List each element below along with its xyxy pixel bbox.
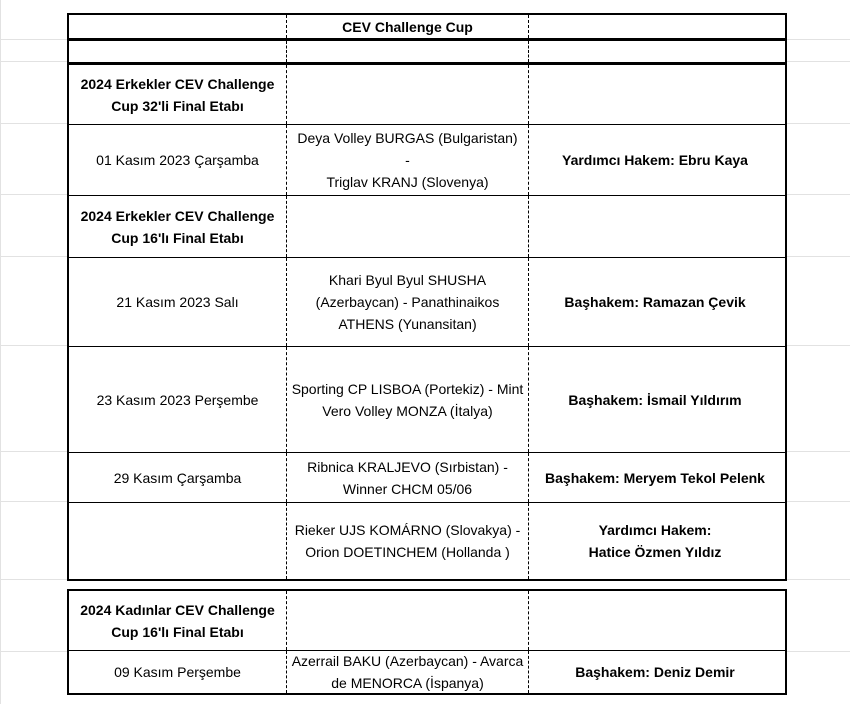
match-row[interactable] (69, 347, 785, 453)
section-row[interactable] (69, 63, 785, 125)
section-title[interactable]: 2024 Erkekler CEV Challenge Cup 32'li Final Etabı (69, 65, 287, 124)
match-date[interactable]: 23 Kasım 2023 Perşembe (69, 347, 287, 452)
match-date[interactable]: 01 Kasım 2023 Çarşamba (69, 125, 287, 195)
section-title[interactable]: 2024 Kadınlar CEV Challenge Cup 16'lı Final Etabı (69, 591, 287, 650)
match-teams[interactable]: Khari Byul Byul SHUSHA (Azerbaycan) - Panathinaikos ATHENS (Yunansitan) (287, 258, 529, 346)
table-title[interactable]: CEV Challenge Cup (287, 15, 529, 38)
spacer-cell[interactable] (529, 41, 781, 62)
match-teams[interactable]: Azerrail BAKU (Azerbaycan) - Avarca de MENORCA (İspanya) (287, 651, 529, 693)
section-cell-empty[interactable] (287, 65, 529, 124)
section-row[interactable] (69, 196, 785, 258)
referee-assignment-table (67, 13, 787, 695)
match-teams[interactable]: Sporting CP LISBOA (Portekiz) - Mint Vero Volley MONZA (İtalya) (287, 347, 529, 452)
match-date[interactable]: 09 Kasım Perşembe (69, 651, 287, 693)
match-row[interactable] (69, 125, 785, 196)
section-title[interactable]: 2024 Erkekler CEV Challenge Cup 16'lı Final Etabı (69, 196, 287, 257)
section-cell-empty[interactable] (529, 591, 781, 650)
section-cell-empty[interactable] (529, 65, 781, 124)
match-teams[interactable]: Deya Volley BURGAS (Bulgaristan) - Triglav KRANJ (Slovenya) (287, 125, 529, 195)
referee-assignment[interactable]: Başhakem: Meryem Tekol Pelenk (545, 469, 765, 486)
table-gap (67, 581, 787, 589)
spacer-cell[interactable] (69, 41, 287, 62)
spacer-cell[interactable] (287, 41, 529, 62)
match-teams[interactable]: Rieker UJS KOMÁRNO (Slovakya) - Orion DOETINCHEM (Hollanda ) (287, 503, 529, 579)
section-cell-empty[interactable] (287, 196, 529, 257)
match-row[interactable] (69, 503, 785, 581)
section-row[interactable] (69, 589, 785, 651)
referee-assignment[interactable]: Başhakem: Ramazan Çevik (564, 294, 746, 310)
match-date[interactable] (69, 503, 287, 579)
match-teams[interactable]: Ribnica KRALJEVO (Sırbistan) - Winner CHCM 05/06 (287, 453, 529, 502)
referee-assignment[interactable]: Başhakem: Deniz Demir (575, 664, 735, 680)
match-row[interactable] (69, 258, 785, 347)
spacer-row[interactable] (69, 39, 785, 63)
match-row[interactable] (69, 453, 785, 503)
match-date[interactable]: 21 Kasım 2023 Salı (69, 258, 287, 346)
table-header-row[interactable] (69, 13, 785, 39)
referee-assignment[interactable]: Yardımcı Hakem: Hatice Özmen Yıldız (588, 522, 722, 560)
header-cell-empty[interactable] (69, 15, 287, 38)
referee-assignment[interactable]: Yardımcı Hakem: Ebru Kaya (562, 152, 748, 168)
referee-assignment[interactable]: Başhakem: İsmail Yıldırım (568, 391, 742, 408)
header-cell-empty[interactable] (529, 15, 781, 38)
match-date[interactable]: 29 Kasım Çarşamba (69, 453, 287, 502)
section-cell-empty[interactable] (529, 196, 781, 257)
section-cell-empty[interactable] (287, 591, 529, 650)
match-row[interactable] (69, 651, 785, 695)
gridline (0, 0, 1, 704)
